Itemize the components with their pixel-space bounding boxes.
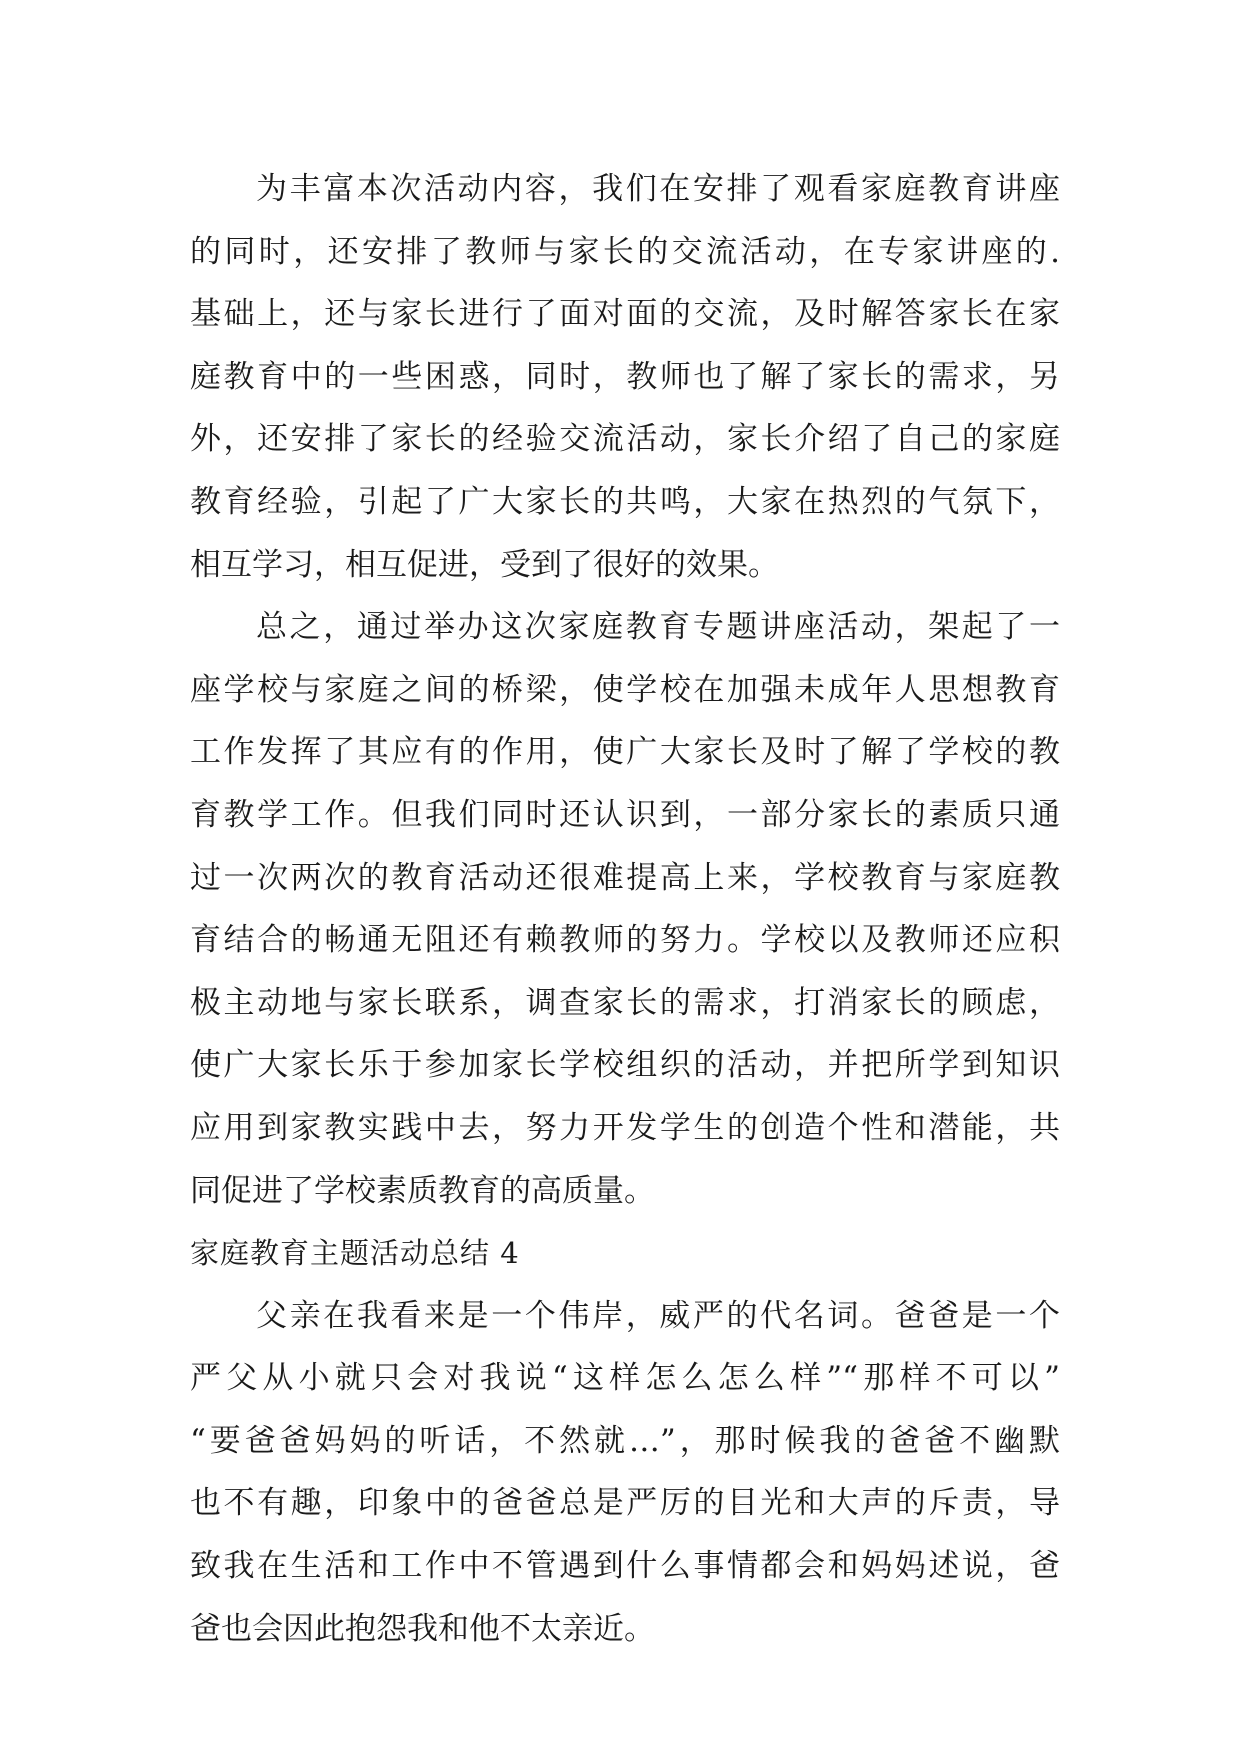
paragraph-line: 极主动地与家长联系，调查家长的需求，打消家长的顾虑， — [190, 984, 1060, 1021]
paragraph-line: 育结合的畅通无阻还有赖教师的努力。学校以及教师还应积 — [190, 922, 1060, 959]
paragraph-line: “要爸爸妈妈的听话，不然就…”，那时候我的爸爸不幽默 — [190, 1422, 1060, 1459]
paragraph-line: 外，还安排了家长的经验交流活动，家长介绍了自己的家庭 — [190, 421, 1060, 458]
paragraph-3 — [190, 1285, 1060, 1661]
paragraph-2 — [190, 596, 1060, 1222]
paragraph-line: 严父从小就只会对我说“这样怎么怎么样”“那样不可以” — [190, 1360, 1060, 1397]
paragraph-line: 相互学习，相互促进，受到了很好的效果。 — [190, 546, 779, 583]
paragraph-line: 同促进了学校素质教育的高质量。 — [190, 1172, 655, 1209]
paragraph-line: 的同时，还安排了教师与家长的交流活动，在专家讲座的. — [190, 233, 1060, 270]
paragraph-line: 教育经验，引起了广大家长的共鸣，大家在热烈的气氛下， — [190, 483, 1060, 520]
paragraph-line: 庭教育中的一些困惑，同时，教师也了解了家长的需求，另 — [190, 358, 1060, 395]
paragraph-line: 基础上，还与家长进行了面对面的交流，及时解答家长在家 — [190, 296, 1060, 333]
paragraph-line: 爸也会因此抱怨我和他不太亲近。 — [190, 1610, 655, 1647]
paragraph-line: 座学校与家庭之间的桥梁，使学校在加强未成年人思想教育 — [190, 671, 1060, 708]
paragraph-line: 育教学工作。但我们同时还认识到，一部分家长的素质只通 — [190, 796, 1060, 833]
paragraph-line: 过一次两次的教育活动还很难提高上来，学校教育与家庭教 — [190, 859, 1060, 896]
paragraph-1 — [190, 158, 1060, 596]
paragraph-line: 也不有趣，印象中的爸爸总是严厉的目光和大声的斥责，导 — [190, 1485, 1060, 1522]
document-body — [190, 158, 1060, 1660]
section-heading: 家庭教育主题活动总结 4 — [190, 1236, 520, 1271]
paragraph-line: 应用到家教实践中去，努力开发学生的创造个性和潜能，共 — [190, 1109, 1060, 1146]
paragraph-line: 总之，通过举办这次家庭教育专题讲座活动，架起了一 — [256, 609, 1060, 646]
paragraph-line: 为丰富本次活动内容，我们在安排了观看家庭教育讲座 — [256, 171, 1060, 207]
paragraph-line: 使广大家长乐于参加家长学校组织的活动，并把所学到知识 — [190, 1047, 1060, 1084]
paragraph-line: 工作发挥了其应有的作用，使广大家长及时了解了学校的教 — [190, 734, 1060, 771]
paragraph-line: 父亲在我看来是一个伟岸，威严的代名词。爸爸是一个 — [256, 1297, 1060, 1334]
paragraph-line: 致我在生活和工作中不管遇到什么事情都会和妈妈述说，爸 — [190, 1548, 1060, 1585]
